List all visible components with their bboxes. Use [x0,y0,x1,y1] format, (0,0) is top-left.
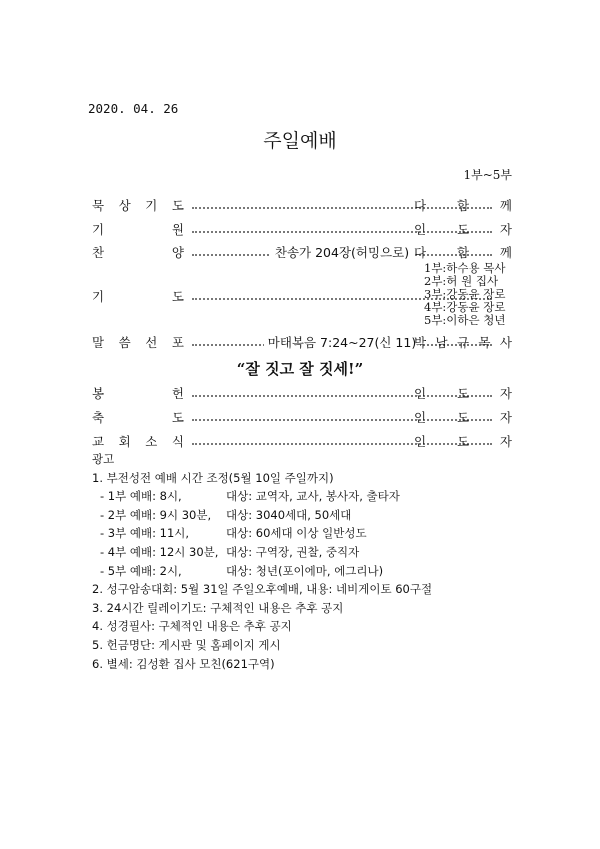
order-leader [414,333,512,351]
hymn-text: 찬송가 204장(허밍으로) [271,245,413,260]
leader-char: 사 [499,335,512,350]
leader-char: 자 [499,410,512,425]
leader-char: 규 [456,335,470,350]
leader-char: 함 [456,198,470,213]
announcement-item: 2. 성구암송대회: 5월 31일 주일오후예배, 내용: 네비게이토 60구절 [92,582,433,597]
announcement-item: 3. 24시간 릴레이기도: 구체적인 내용은 추후 공지 [92,600,344,615]
leader-char: 인 [414,410,427,425]
label-char: 기 [92,222,105,237]
order-row-praise [92,243,512,261]
leader-char: 다 [414,198,427,213]
schedule-row [92,562,432,581]
schedule-target: 대상: 구역장, 권찰, 중직자 [226,544,360,559]
leader-char: 자 [499,386,512,401]
order-label [92,287,184,305]
order-leader [414,243,512,261]
order-label [92,408,184,426]
label-char: 도 [171,410,184,425]
label-char: 도 [171,289,184,304]
announcement-item: 6. 별세: 김성환 집사 모친(621구역) [92,656,275,671]
prayer-leader-item: 4부:강동윤 장로 [424,300,506,314]
prayer-leaders [424,262,506,327]
label-char: 상 [118,198,131,213]
schedule-time: - 5부 예배: 2시, [100,563,182,578]
order-label [92,432,184,450]
leader-char: 도 [456,222,470,237]
label-char: 헌 [171,386,184,401]
label-char: 찬 [92,245,105,260]
announcement-item: 1. 부전성전 예배 시간 조정(5월 10일 주일까지) [92,470,334,485]
order-label [92,220,184,238]
label-char: 소 [145,434,158,449]
label-char: 선 [145,335,158,350]
order-label [92,243,184,261]
announcement-item: 5. 헌금명단: 게시판 및 홈페이지 게시 [92,637,281,652]
order-row-meditation [92,196,512,214]
leader-char: 인 [414,222,427,237]
leader-char: 다 [414,245,427,260]
schedule-target: 대상: 교역자, 교사, 봉사자, 출타자 [226,489,400,504]
schedule-time: - 3부 예배: 11시, [100,526,190,541]
order-label [92,196,184,214]
order-leader [414,384,512,402]
order-label [92,333,184,351]
schedule-row [92,487,432,506]
order-leader [414,408,512,426]
label-char: 기 [92,289,105,304]
schedule-row [92,506,432,525]
date: 2020. 04. 26 [88,101,179,116]
label-char: 원 [171,222,184,237]
prayer-leader-item: 5부:이하은 청년 [424,313,506,327]
order-leader [414,432,512,450]
label-char: 식 [171,434,184,449]
order-leader [414,196,512,214]
leader-char: 께 [499,198,512,213]
leader-char: 도 [456,434,470,449]
label-char: 봉 [92,386,105,401]
label-char: 축 [92,410,105,425]
label-char: 양 [171,245,184,260]
label-char: 기 [145,198,158,213]
label-char: 묵 [92,198,105,213]
label-char: 씀 [118,335,131,350]
leader-char: 목 [478,335,491,350]
leader-char: 남 [435,335,448,350]
order-leader [414,220,512,238]
label-char: 말 [92,335,105,350]
leader-char: 자 [499,434,512,449]
order-row-sermon [92,333,512,351]
schedule-target: 대상: 청년(포이에마, 에그리나) [226,563,384,578]
announcements-heading: 광고 [92,452,115,466]
schedule-row [92,543,432,562]
service-range: 1부~5부 [463,168,512,182]
prayer-leader-item: 1부:하수용 목사 [424,261,506,275]
prayer-leader-item: 2부:허 원 집사 [424,274,499,288]
label-char: 도 [171,198,184,213]
schedule-target: 대상: 3040세대, 50세대 [226,507,352,522]
order-row-invocation [92,220,512,238]
leader-char: 께 [499,245,512,260]
schedule-time: - 1부 예배: 8시, [100,489,182,504]
order-row-offering [92,384,512,402]
schedule-row [92,524,432,543]
order-row-church-news [92,432,512,450]
page-title: 주일예배 [263,130,337,152]
leader-char: 인 [414,434,427,449]
label-char: 교 [92,434,105,449]
label-char: 회 [118,434,131,449]
leader-char: 박 [414,335,427,350]
schedule-time: - 4부 예배: 12시 30분, [100,544,219,559]
order-label [92,384,184,402]
leader-char: 함 [456,245,470,260]
label-char: 포 [171,335,184,350]
leader-char: 인 [414,386,427,401]
slogan: “잘 짓고 잘 짓세!” [236,360,364,378]
schedule-time: - 2부 예배: 9시 30분, [100,507,212,522]
announcements [92,450,432,673]
scripture-text: 마태복음 7:24~27(신 11) [264,335,420,350]
announcement-item: 4. 성경필사: 구체적인 내용은 추후 공지 [92,619,292,634]
leader-char: 도 [456,386,470,401]
order-row-benediction [92,408,512,426]
leader-char: 도 [456,410,470,425]
schedule-target: 대상: 60세대 이상 일반성도 [226,526,367,541]
leader-char: 자 [499,222,512,237]
prayer-leader-item: 3부:강동윤 장로 [424,287,506,301]
